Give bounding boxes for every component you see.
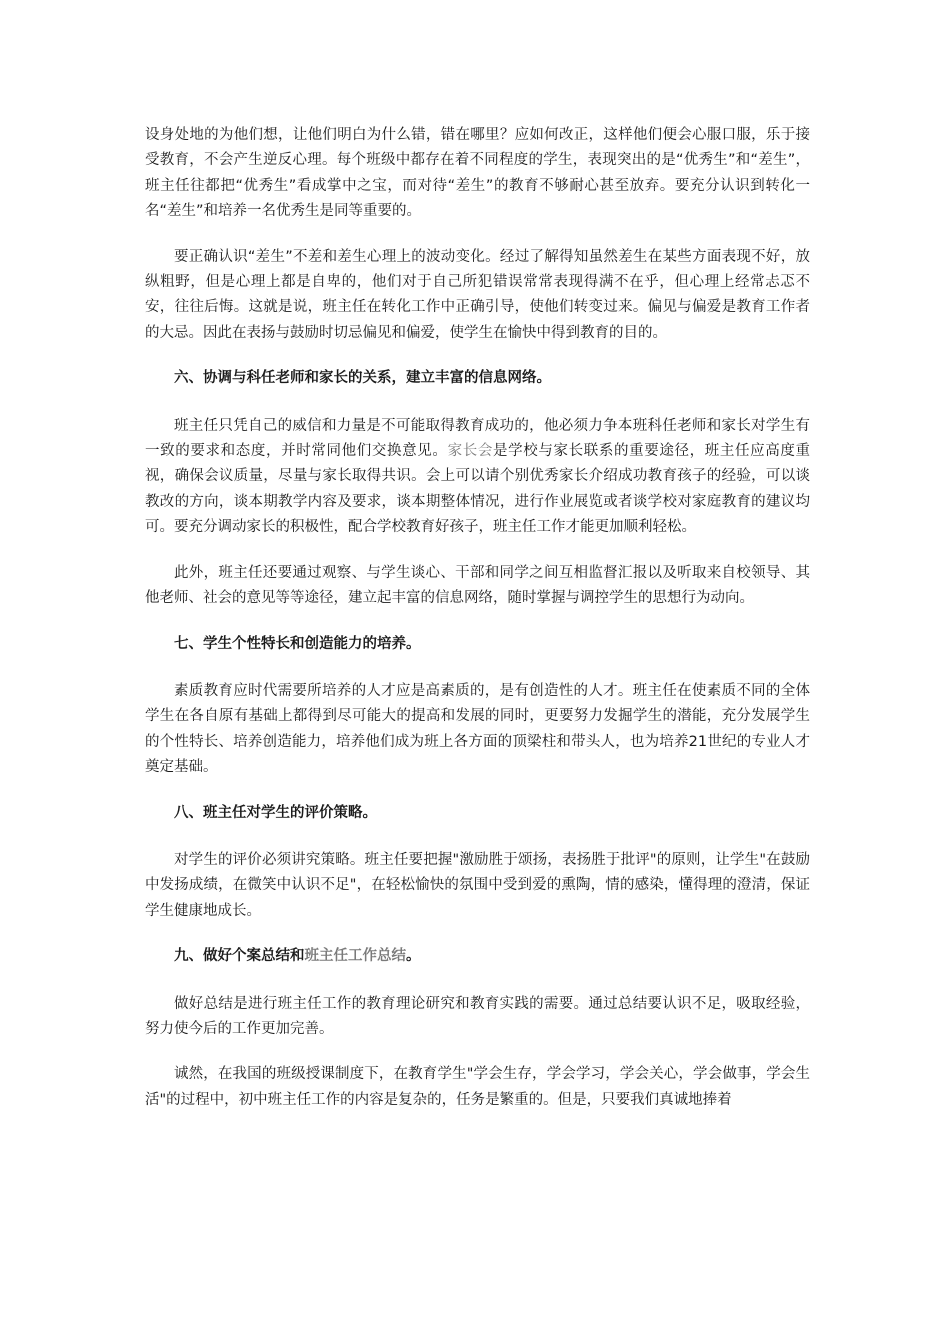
article-body: [145, 123, 810, 1133]
paragraph-2: [145, 414, 810, 541]
paragraph-4: 素质教育应时代需要所培养的人才应是高素质的，是有创造性的人才。班主任在使素质不同的全体学生在各自原有基础上都得到尽可能大的提高和发展的同时，更要努力发掘学生的潜能，充分发展学生的个性特长、培养创造能力，培养他们成为班上各方面的顶梁柱和带头人，也为培养21世纪的专业人才奠定基础。: [145, 682, 810, 776]
paragraph-6: 做好总结是进行班主任工作的教育理论研究和教育实践的需要。通过总结要认识不足，吸取经验，努力使今后的工作更加完善。: [145, 995, 810, 1037]
teacher-work-summary-link[interactable]: 班主任工作总结: [304, 948, 406, 965]
paragraph-2-part-b: 是学校与家长联系的重要途径，班主任应高度重视，确保会议质量，尽量与家长取得共识。会上可以请个别优秀家长介绍成功教育孩子的经验，可以谈教改的方向，谈本期教学内容及要求，谈本期整体情况，进行作业展览或者谈学校对家庭教育的建议均可。要充分调动家长的积极性，配合学校教育好孩子，班主任工作才能更加顺利轻松。: [145, 443, 811, 536]
paragraph-2-part-a: 班主任只凭自己的威信和力量是不可能取得教育成功的，他必须力争本班科任老师和家长对学生有一致的要求和态度，并时常同他们交换意见。: [145, 417, 810, 460]
paragraph-3: 此外，班主任还要通过观察、与学生谈心、干部和同学之间互相监督汇报以及听取来自校领导、其他老师、社会的意见等等途径，建立起丰富的信息网络，随时掌握与调控学生的思想行为动向。: [145, 564, 810, 607]
heading-section-7: 七、学生个性特长和创造能力的培养。: [174, 635, 421, 652]
paragraph-7: 诚然，在我国的班级授课制度下，在教育学生"学会生存，学会学习，学会关心，学会做事，学会生活"的过程中，初中班主任工作的内容是复杂的，任务是繁重的。但是，只要我们真诚地捧着: [145, 1066, 810, 1108]
parent-meeting-link[interactable]: 家长会: [447, 443, 493, 460]
heading-section-9-part-a: 九、做好个案总结和: [174, 948, 305, 965]
paragraph-1: 要正确认识“差生”不差和差生心理上的波动变化。经过了解得知虽然差生在某些方面表现不好，放纵粗野，但是心理上都是自卑的，他们对于自己所犯错误常常表现得满不在乎，但心理上经常忐忑不安，往往后悔。这就是说，班主任在转化工作中正确引导，使他们转变过来。偏见与偏爱是教育工作者的大忌。因此在表扬与鼓励时切忌偏见和偏爱，使学生在愉快中得到教育的目的。: [145, 248, 810, 341]
paragraph-0: 设身处地的为他们想，让他们明白为什么错，错在哪里？应如何改正，这样他们便会心服口服，乐于接受教育，不会产生逆反心理。每个班级中都存在着不同程度的学生，表现突出的是“优秀生”和“差生”，班主任往都把“优秀生”看成掌中之宝，而对待“差生”的教育不够耐心甚至放弃。要充分认识到转化一名“差生”和培养一名优秀生是同等重要的。: [145, 127, 810, 220]
paragraph-5: 对学生的评价必须讲究策略。班主任要把握"激励胜于颂扬，表扬胜于批评"的原则，让学生"在鼓励中发扬成绩，在微笑中认识不足"，在轻松愉快的氛围中受到爱的熏陶，情的感染，懂得理的澄清，保证学生健康地成长。: [145, 851, 810, 919]
heading-section-9-part-b: 。: [406, 948, 421, 965]
heading-section-9: [145, 944, 810, 969]
heading-section-6: 六、协调与科任老师和家长的关系，建立丰富的信息网络。: [174, 370, 551, 387]
heading-section-8: 八、班主任对学生的评价策略。: [174, 804, 377, 821]
